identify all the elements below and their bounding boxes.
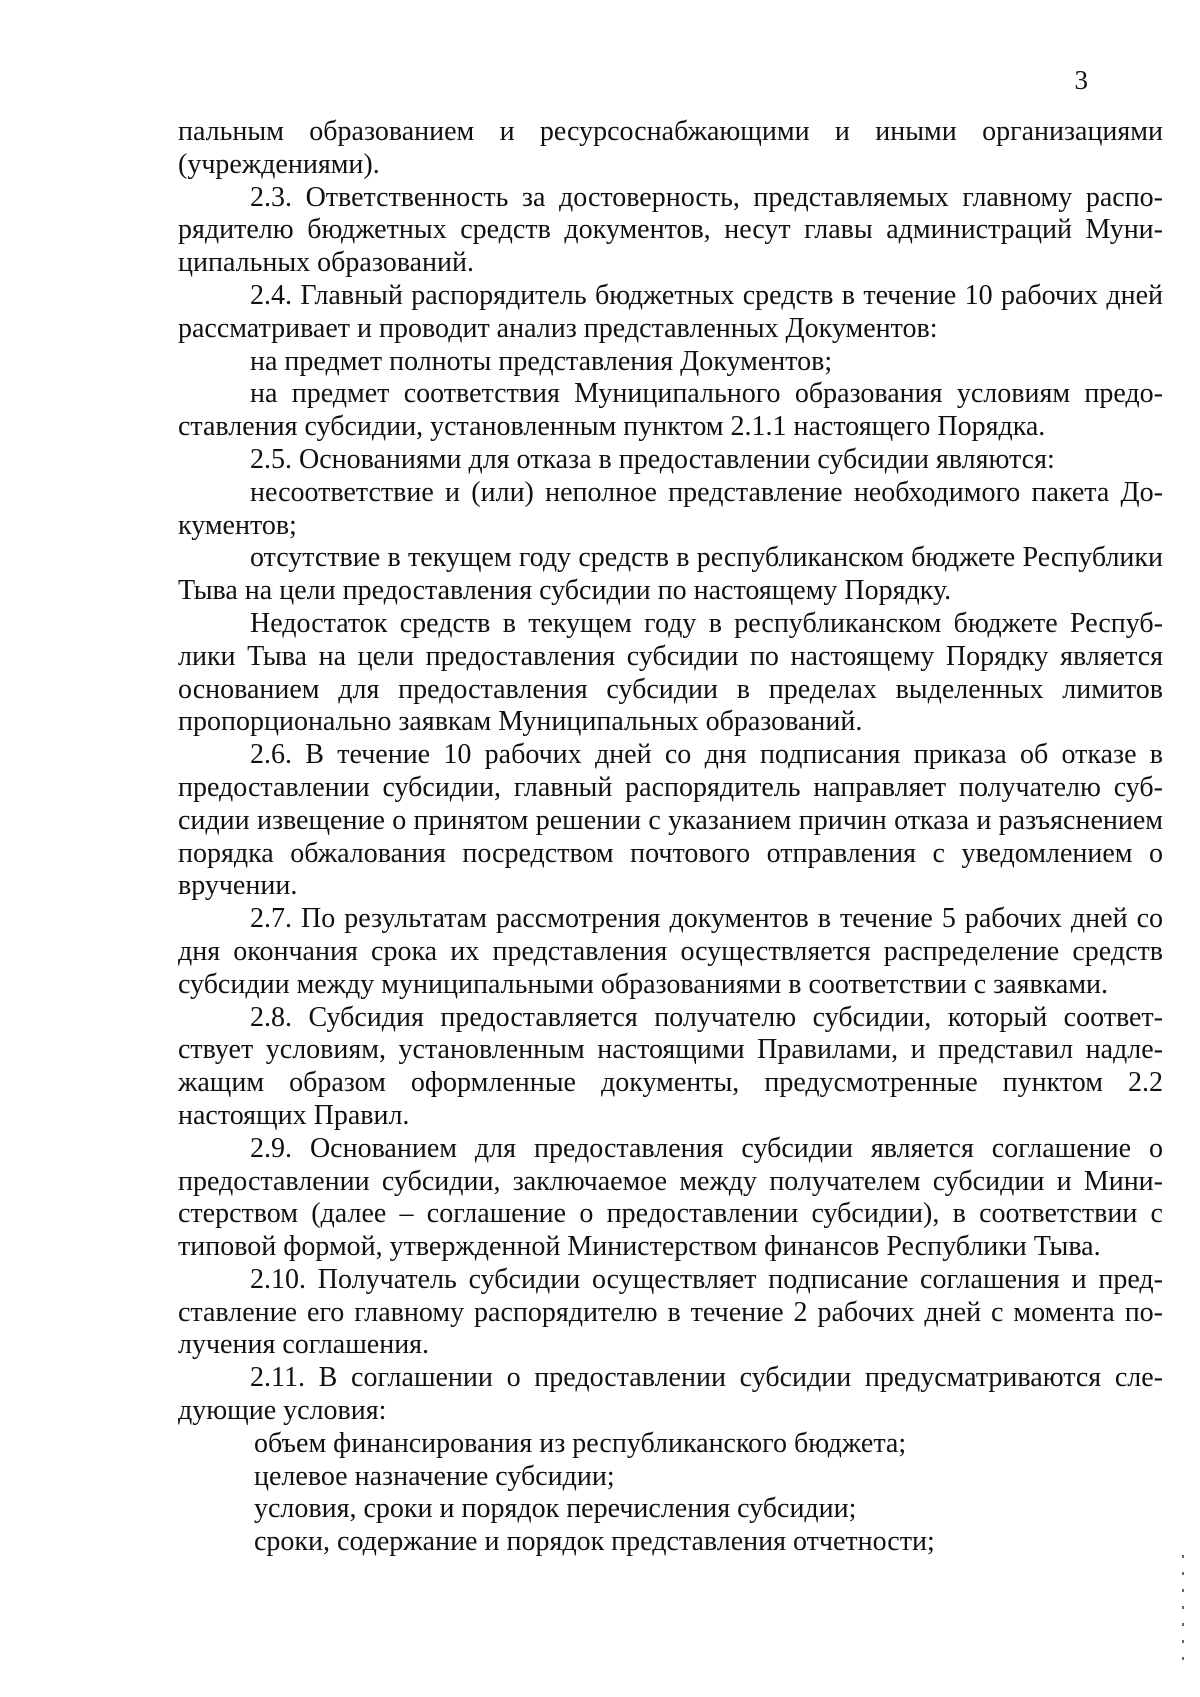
paragraph-2-4-item-1: на предмет полноты представления Документов; (250, 345, 833, 377)
condition-item-reporting: сроки, содержание и порядок представления отчетности; (254, 1526, 935, 1558)
paragraph-2-9: 2.9. Основанием для предоставления субсидии является соглашение о предоставлении субсидии, заключаемое между получателем субсидии и Министерством (далее – соглашение о предоставлении субсидии), в соответствии с типовой формой, утвержденной Министерством финансов Республики Тыва. (178, 1132, 1163, 1263)
scan-mark (1182, 1572, 1184, 1575)
scan-mark (1182, 1640, 1184, 1643)
paragraph-2-5-item-1: несоответствие и (или) неполное представление необходимого пакета Документов; (178, 476, 1163, 541)
condition-item-transfer: условия, сроки и порядок перечисления субсидии; (254, 1493, 857, 1525)
paragraph-2-10: 2.10. Получатель субсидии осуществляет подписание соглашения и представление его главному распорядителю в течение 2 рабочих дней с момента получения соглашения. (178, 1263, 1163, 1361)
paragraph-2-4: 2.4. Главный распорядитель бюджетных средств в течение 10 рабочих дней рассматривает и проводит анализ представленных Документов: (178, 279, 1163, 344)
paragraph-2-4-item-2: на предмет соответствия Муниципального образования условиям предоставления субсидии, установленным пунктом 2.1.1 настоящего Порядка. (178, 378, 1163, 443)
condition-item-purpose: целевое назначение субсидии; (254, 1460, 615, 1492)
paragraph-2-3: 2.3. Ответственность за достоверность, представляемых главному распорядителю бюджетных средств документов, несут главы администраций Муниципальных образований. (178, 181, 1163, 279)
scan-mark (1182, 1623, 1184, 1626)
document-body (178, 116, 1163, 1559)
condition-item-funding: объем финансирования из республиканского бюджета; (254, 1427, 907, 1459)
scan-mark (1182, 1606, 1184, 1609)
paragraph-2-5-item-2: отсутствие в текущем году средств в республиканском бюджете Республики Тыва на цели предоставления субсидии по настоящему Порядку. (178, 542, 1163, 607)
paragraph-2-8: 2.8. Субсидия предоставляется получателю субсидии, который соответствует условиям, установленным настоящими Правилами, и представил надлежащим образом оформленные документы, предусмотренные пунктом 2.2 настоящих Правил. (178, 1001, 1163, 1131)
paragraph-2-5: 2.5. Основаниями для отказа в предоставлении субсидии являются: (250, 443, 1055, 475)
scan-edge-marks (1182, 1555, 1186, 1675)
paragraph-2-6: 2.6. В течение 10 рабочих дней со дня подписания приказа об отказе в предоставлении субсидии, главный распорядитель направляет получателю субсидии извещение о принятом решении с указанием причин отказа и разъяснением порядка обжалования посредством почтового отправления с уведомлением о вручении. (178, 739, 1163, 902)
scan-mark (1182, 1657, 1184, 1660)
paragraph-2-11: 2.11. В соглашении о предоставлении субсидии предусматриваются следующие условия: (178, 1362, 1163, 1427)
paragraph-2-7: 2.7. По результатам рассмотрения документов в течение 5 рабочих дней со дня окончания срока их представления осуществляется распределение средств субсидии между муниципальными образованиями в соответствии с заявками. (178, 903, 1163, 1000)
scan-mark (1182, 1589, 1184, 1592)
paragraph-2-5-note: Недостаток средств в текущем году в республиканском бюджете Республики Тыва на цели предоставления субсидии по настоящему Порядку является основанием для предоставления субсидии в пределах выделенных лимитов пропорционально заявкам Муниципальных образований. (178, 607, 1163, 738)
scan-mark (1182, 1555, 1184, 1558)
page-number: 3 (1074, 65, 1088, 95)
paragraph-continuation: пальным образованием и ресурсоснабжающими и иными организациями (учреждениями). (178, 116, 1163, 180)
